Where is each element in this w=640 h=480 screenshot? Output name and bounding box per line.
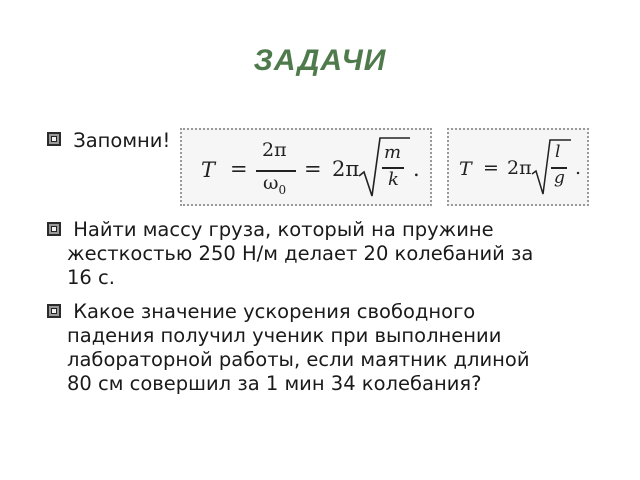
formula2-lhs: T [459, 158, 472, 180]
sqrt-numerator: m [384, 142, 402, 163]
remember-label: Запомни! [67, 129, 171, 152]
bullet-icon [47, 304, 61, 318]
formula2-end-dot: . [575, 157, 582, 179]
formula2-equals: = [483, 157, 499, 179]
bullet-icon [47, 222, 61, 236]
sqrt2-denominator: g [554, 168, 565, 188]
formula2-coefficient: 2π [507, 157, 532, 179]
pendulum-period-formula [447, 128, 589, 206]
omega-subscript: 0 [278, 182, 287, 197]
task-1-text: Найти массу груза, который на пружине жесткостью 250 Н/м делает 20 колебаний за 16 с. [67, 218, 534, 289]
omega-symbol: ω [263, 172, 279, 194]
formula-denominator [263, 172, 286, 197]
task-2-text: Какое значение ускорения свободного падения получил ученик при выполнении лабораторной работы, если маятник длиной 80 см совершил за 1 мин 34 колебания? [67, 300, 530, 395]
page-title: ЗАДАЧИ [253, 44, 387, 77]
formula-numerator: 2π [262, 139, 287, 161]
formula-equals-1: = [230, 157, 248, 181]
bullet-icon [47, 132, 61, 146]
formula-end-dot: . [413, 157, 420, 181]
sqrt2-numerator: l [555, 142, 561, 162]
sqrt-denominator: k [388, 169, 399, 190]
formula-coefficient: 2π [332, 157, 360, 181]
formula-lhs: T [201, 158, 216, 182]
formula-equals-2: = [304, 157, 322, 181]
spring-period-formula [180, 128, 432, 206]
